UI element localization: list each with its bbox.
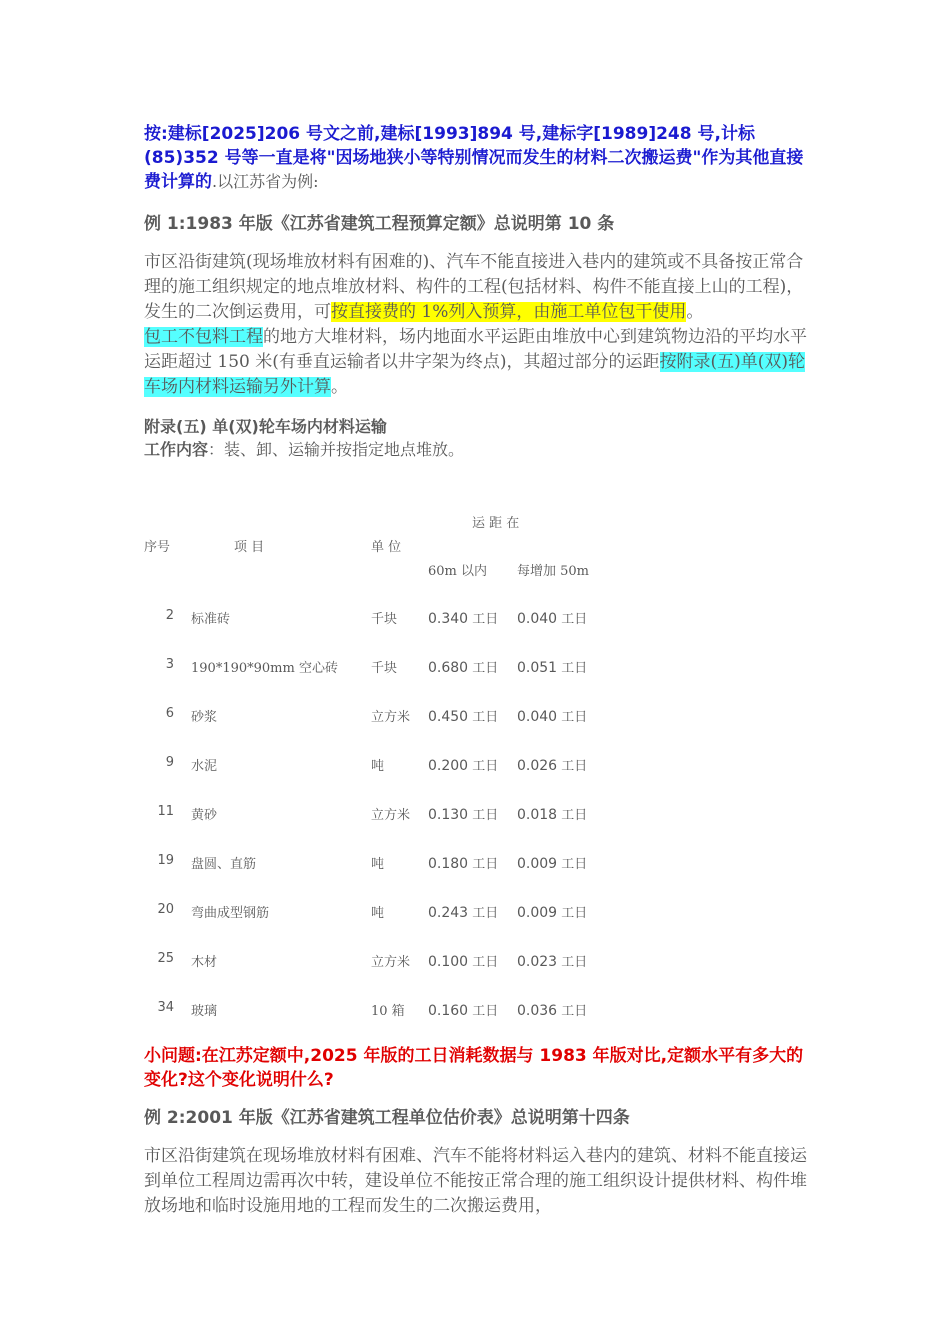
intro-paragraph [144,122,809,194]
example1-heading: 例 1:1983 年版《江苏省建筑工程预算定额》总说明第 10 条 [144,214,615,234]
highlight-cyan-text-2: 按附录(五)单(双)轮车场内材料运输另外计算 [144,352,806,397]
row-unit: 10 箱 [371,1004,405,1019]
row-number: 20 [157,902,174,917]
table-row [144,1000,614,1020]
row-value-add-number: 0.018 [517,807,558,823]
row-number: 3 [165,657,174,672]
row-value-add-unit: 工日 [561,857,588,872]
table-row [144,902,614,922]
row-value-add [517,1000,587,1019]
row-number: 34 [157,1000,174,1015]
row-value-60m-unit: 工日 [472,857,499,872]
row-value-60m [428,902,498,921]
row-value-60m [428,951,498,970]
question-text: 小问题:在江苏定额中,2025 年版的工日消耗数据与 1983 年版对比,定额水平有多大的变化?这个变化说明什么? [144,1046,804,1090]
row-value-60m-number: 0.680 [428,660,469,676]
row-value-add-unit: 工日 [561,1004,588,1019]
row-value-add-unit: 工日 [561,955,588,970]
row-value-60m [428,608,498,627]
row-value-60m [428,755,498,774]
table-row [144,706,614,726]
row-unit: 吨 [371,759,385,774]
work-text: ：装、卸、运输并按指定地点堆放。 [208,440,465,459]
row-value-add [517,657,587,676]
row-item: 玻璃 [191,1004,218,1019]
row-value-add [517,902,587,921]
row-value-add-unit: 工日 [561,906,588,921]
row-value-60m-unit: 工日 [472,661,499,676]
row-value-60m-number: 0.100 [428,954,469,970]
row-unit: 千块 [371,661,398,676]
row-item: 砂浆 [191,710,218,725]
row-unit: 立方米 [371,710,411,725]
row-value-add [517,853,587,872]
row-value-add-number: 0.040 [517,611,558,627]
example1-para2-text: 的地方大堆材料，场内地面水平运距由堆放中心到建筑物边沿的平均水平运距超过 150 米(有垂直运输者以井字架为终点)，其超过部分的运距 [144,327,807,372]
row-number: 11 [157,804,174,819]
row-value-60m [428,1000,498,1019]
work-label: 工作内容 [144,440,209,459]
header-60m: 60m 以内 [428,564,488,579]
appendix-title: 附录(五) 单(双)轮车场内材料运输 [144,417,387,436]
row-value-60m-number: 0.243 [428,905,469,921]
row-value-add-number: 0.026 [517,758,558,774]
row-value-60m-unit: 工日 [472,906,499,921]
highlight-cyan-text-1: 包工不包料工程 [144,327,263,347]
row-value-add [517,706,587,725]
row-value-add [517,755,587,774]
row-number: 19 [157,853,174,868]
row-value-60m [428,706,498,725]
row-item: 190*190*90mm 空心砖 [191,661,338,676]
row-value-add-unit: 工日 [561,710,588,725]
row-value-60m-unit: 工日 [472,759,499,774]
row-value-60m-number: 0.340 [428,611,469,627]
row-item: 黄砂 [191,808,218,823]
row-value-add-unit: 工日 [561,808,588,823]
table-row [144,657,614,677]
example1-para1-text: 市区沿街建筑(现场堆放材料有困难的)、汽车不能直接进入巷内的建筑或不具备按正常合理的施工组织规定的地点堆放材料、构件的工程(包括材料、构件不能直接上山的工程)，发生的二次倒运费用，可 [144,252,804,322]
intro-tail-text: .以江苏省为例: [212,172,319,191]
table-row [144,804,614,824]
document-body [144,122,809,462]
example1-paragraph-2 [144,325,809,400]
header-distance: 运 距 在 [472,516,520,531]
row-value-add-number: 0.051 [517,660,558,676]
example1-paragraph-1 [144,250,809,325]
row-value-60m-unit: 工日 [472,955,499,970]
table-row [144,853,614,873]
header-item: 项 目 [234,540,265,555]
row-item: 标准砖 [191,612,231,627]
row-value-add-unit: 工日 [561,661,588,676]
header-add-50m: 每增加 50m [517,564,590,579]
row-item: 弯曲成型钢筋 [191,906,270,921]
row-item: 木材 [191,955,218,970]
row-value-add [517,608,587,627]
example1-para2-end: 。 [331,377,348,397]
row-value-60m [428,804,498,823]
row-value-60m [428,853,498,872]
example2-paragraph: 市区沿街建筑在现场堆放材料有困难、汽车不能将材料运入巷内的建筑、材料不能直接运到单位工程周边需再次中转，建设单位不能按正常合理的施工组织设计提供材料、构件堆放场地和临时设施用地的工程而发生的二次搬运费用， [144,1146,807,1216]
row-item: 水泥 [191,759,218,774]
row-value-60m-number: 0.160 [428,1003,469,1019]
row-value-60m-unit: 工日 [472,808,499,823]
row-unit: 立方米 [371,955,411,970]
row-value-add-unit: 工日 [561,612,588,627]
row-value-60m-number: 0.180 [428,856,469,872]
row-number: 2 [165,608,174,623]
row-value-add [517,804,587,823]
row-value-add [517,951,587,970]
row-item: 盘圆、直筋 [191,857,257,872]
row-value-add-number: 0.009 [517,856,558,872]
row-value-60m-unit: 工日 [472,1004,499,1019]
row-unit: 千块 [371,612,398,627]
row-value-60m-number: 0.130 [428,807,469,823]
row-unit: 吨 [371,906,385,921]
row-value-add-number: 0.023 [517,954,558,970]
row-unit: 吨 [371,857,385,872]
row-value-add-number: 0.036 [517,1003,558,1019]
table-row [144,755,614,775]
intro-bold-text: 按:建标[2025]206 号文之前,建标[1993]894 号,建标字[1989]248 号,计标(85)352 号等一直是将"因场地狭小等特别情况而发生的材料二次搬运费"作为其他直接费计算的 [144,124,804,192]
row-value-add-number: 0.009 [517,905,558,921]
header-no: 序号 [144,540,171,555]
row-unit: 立方米 [371,808,411,823]
row-value-add-unit: 工日 [561,759,588,774]
row-value-60m-number: 0.200 [428,758,469,774]
example2-section [144,1106,809,1219]
row-number: 6 [165,706,174,721]
table-row [144,951,614,971]
row-value-60m [428,657,498,676]
row-value-60m-unit: 工日 [472,710,499,725]
row-value-add-number: 0.040 [517,709,558,725]
example1-para1-end: 。 [686,302,704,322]
row-value-60m-unit: 工日 [472,612,499,627]
work-content [144,438,809,462]
header-unit: 单 位 [371,540,402,555]
row-value-60m-number: 0.450 [428,709,469,725]
row-number: 9 [165,755,174,770]
row-number: 25 [157,951,174,966]
example2-heading: 例 2:2001 年版《江苏省建筑工程单位估价表》总说明第十四条 [144,1108,630,1128]
table-row [144,608,614,628]
highlight-yellow-text: 按直接费的 1%列入预算，由施工单位包干使用 [331,302,687,322]
